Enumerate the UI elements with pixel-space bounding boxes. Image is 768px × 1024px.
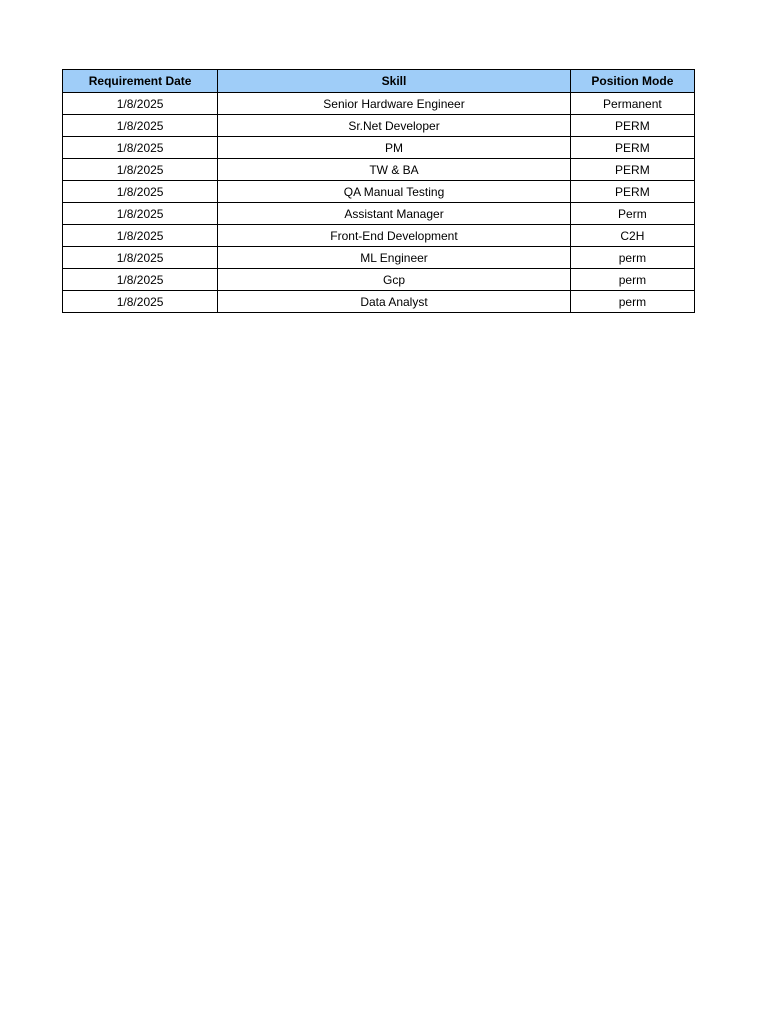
table-row <box>63 225 695 247</box>
cell-skill: Senior Hardware Engineer <box>218 93 571 115</box>
cell-position-mode: PERM <box>570 181 694 203</box>
table-row <box>63 137 695 159</box>
cell-skill: TW & BA <box>218 159 571 181</box>
cell-skill: Sr.Net Developer <box>218 115 571 137</box>
cell-requirement-date: 1/8/2025 <box>63 269 218 291</box>
cell-requirement-date: 1/8/2025 <box>63 225 218 247</box>
cell-requirement-date: 1/8/2025 <box>63 115 218 137</box>
table-row <box>63 93 695 115</box>
table-row <box>63 115 695 137</box>
cell-position-mode: Permanent <box>570 93 694 115</box>
cell-skill: Front-End Development <box>218 225 571 247</box>
header-skill: Skill <box>218 70 571 93</box>
cell-position-mode: C2H <box>570 225 694 247</box>
table-row <box>63 159 695 181</box>
table-row <box>63 247 695 269</box>
header-requirement-date: Requirement Date <box>63 70 218 93</box>
cell-position-mode: PERM <box>570 137 694 159</box>
requirements-table <box>62 69 695 313</box>
table-row <box>63 181 695 203</box>
cell-skill: Gcp <box>218 269 571 291</box>
cell-requirement-date: 1/8/2025 <box>63 93 218 115</box>
cell-position-mode: perm <box>570 269 694 291</box>
cell-skill: ML Engineer <box>218 247 571 269</box>
cell-position-mode: PERM <box>570 115 694 137</box>
table-header <box>63 70 695 93</box>
cell-position-mode: PERM <box>570 159 694 181</box>
table-row <box>63 203 695 225</box>
cell-requirement-date: 1/8/2025 <box>63 247 218 269</box>
cell-position-mode: Perm <box>570 203 694 225</box>
cell-requirement-date: 1/8/2025 <box>63 159 218 181</box>
header-position-mode: Position Mode <box>570 70 694 93</box>
cell-requirement-date: 1/8/2025 <box>63 203 218 225</box>
cell-position-mode: perm <box>570 291 694 313</box>
cell-position-mode: perm <box>570 247 694 269</box>
cell-skill: PM <box>218 137 571 159</box>
cell-skill: Data Analyst <box>218 291 571 313</box>
table-body <box>63 93 695 313</box>
cell-requirement-date: 1/8/2025 <box>63 291 218 313</box>
cell-requirement-date: 1/8/2025 <box>63 137 218 159</box>
cell-skill: QA Manual Testing <box>218 181 571 203</box>
header-row <box>63 70 695 93</box>
cell-skill: Assistant Manager <box>218 203 571 225</box>
table-row <box>63 291 695 313</box>
table-row <box>63 269 695 291</box>
cell-requirement-date: 1/8/2025 <box>63 181 218 203</box>
